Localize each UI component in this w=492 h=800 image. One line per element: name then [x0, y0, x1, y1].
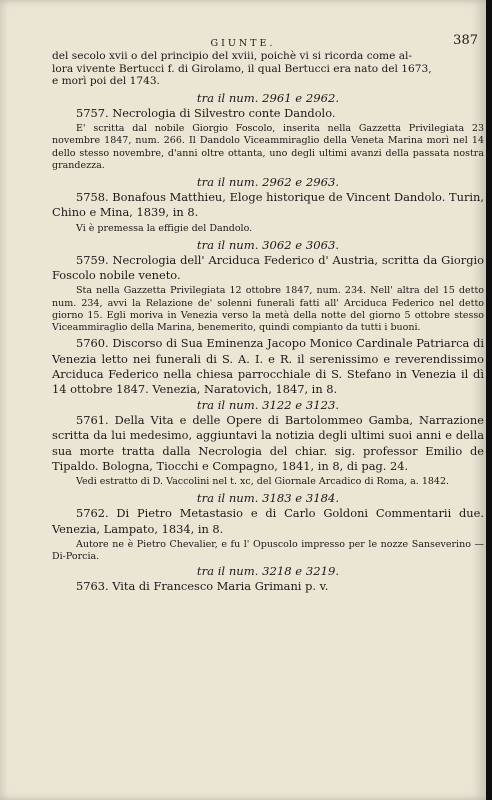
page-body — [52, 50, 484, 595]
note-5761: Vedi estratto di D. Vaccolini nel t. xc, del Giornale Arcadico di Roma, a. 1842. — [76, 476, 450, 488]
note-5759: Sta nella Gazzetta Privilegiata 12 ottobre 1847, num. 234. Nell' altra del 15 detto num. 234, avvi la Relazione de' solenni funerali fatti all' Arciduca Federico nel detto giorno 15. Egli moriva in Venezia verso la metà della notte del giorno 5 ottobre stesso Viceammiraglio della Marina, benemerito, quindi compianto da tutti i buoni. — [52, 285, 484, 334]
insertion-heading: tra il num. 3122 e 3123. — [196, 398, 340, 413]
insertion-heading: tra il num. 3218 e 3219. — [196, 564, 340, 579]
running-title: GIUNTE. — [210, 38, 276, 49]
page-edge-shadow — [486, 0, 492, 800]
entry-5763: 5763. Vita di Francesco Maria Grimani p. v. — [76, 579, 329, 594]
insertion-heading: tra il num. 3062 e 3063. — [196, 237, 340, 252]
entry-5758: 5758. Bonafous Matthieu, Eloge historique de Vincent Dandolo. Turin, Chino e Mina, 1839, in 8. — [52, 190, 484, 220]
entry-5761: 5761. Della Vita e delle Opere di Bartolommeo Gamba, Narrazione scritta da lui medesimo, aggiuntavi la notizia degli ultimi suoi anni e della sua morte tratta dalla Necrologia del chiar. sig. professor Emilio de Tipaldo. Bologna, Tiocchi e Compagno, 1841, in 8, di pag. 24. — [52, 413, 484, 473]
continued-text-line: e morì poi del 1743. — [52, 75, 160, 88]
insertion-heading: tra il num. 2961 e 2962. — [196, 90, 340, 105]
entry-5759: 5759. Necrologia dell' Arciduca Federico d' Austria, scritta da Giorgio Foscolo nobile veneto. — [52, 252, 484, 283]
note-5757: E' scritta dal nobile Giorgio Foscolo, inserita nella Gazzetta Privilegiata 23 novembre 1847, num. 266. Il Dandolo Viceammiraglio della Veneta Marina morì nel 14 dello stesso novembre, d'anni oltre ottanta, uno degli ultimi avanzi della passata nostra grandezza. — [52, 122, 484, 171]
insertion-heading: tra il num. 3183 e 3184. — [196, 491, 340, 506]
continued-text-line: lora vivente Bertucci f. di Girolamo, il qual Bertucci era nato del 1673, — [52, 62, 432, 75]
entry-5762: 5762. Di Pietro Metastasio e di Carlo Goldoni Commentarii due. Venezia, Lampato, 1834, in 8. — [52, 506, 484, 536]
continued-text-line: del secolo xvii o del principio del xviii, poichè vi si ricorda come al- — [52, 50, 413, 62]
note-5758: Vi è premessa la effigie del Dandolo. — [76, 222, 253, 234]
entry-5757: 5757. Necrologia di Silvestro conte Dandolo. — [76, 105, 336, 120]
insertion-heading: tra il num. 2962 e 2963. — [196, 175, 340, 190]
entry-5760: 5760. Discorso di Sua Eminenza Jacopo Monico Cardinale Patriarca di Venezia letto nei funerali di S. A. I. e R. il serenissimo e reverendissimo Arciduca Federico nella chiesa parrocchiale di S. Stefano in Venezia il dì 14 ottobre 1847. Venezia, Naratovich, 1847, in 8. — [52, 336, 484, 397]
page-number: 387 — [453, 33, 478, 48]
note-5762: Autore ne è Pietro Chevalier, e fu l' Opuscolo impresso per le nozze Sanseverino — Di-Porcia. — [52, 538, 484, 563]
